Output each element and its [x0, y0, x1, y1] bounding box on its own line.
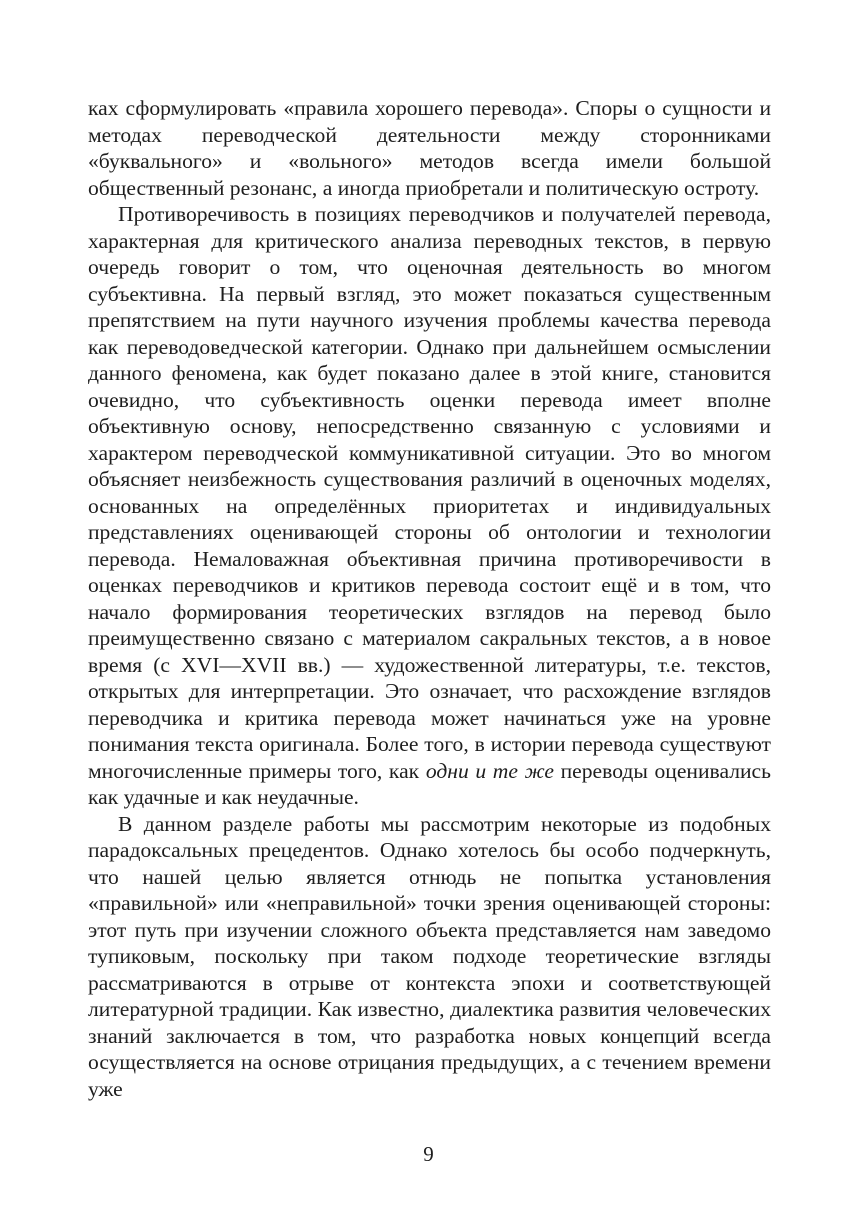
paragraph-2 — [88, 201, 771, 811]
text-block — [88, 95, 771, 1102]
paragraph-3: В данном разделе работы мы рассмотрим некоторые из подобных парадоксальных прецедентов. Однако хотелось бы особо подчеркнуть, что нашей целью является отнюдь не попытка установления «правильной» или «неправильной» точки зрения оценивающей стороны: этот путь при изучении сложного объекта представляется нам заведомо тупиковым, поскольку при таком подходе теоретические взгляды рассматриваются в отрыве от контекста эпохи и соответствующей литературной традиции. Как известно, диалектика развития человеческих знаний заключается в том, что разработка новых концепций всегда осуществляется на основе отрицания предыдущих, а с течением времени уже — [88, 811, 771, 1101]
paragraph-2-part-2: переводы оценивались как удачные и как неудачные. — [88, 758, 771, 809]
page-body — [88, 95, 771, 1102]
paragraph-1: ках сформулировать «правила хорошего перевода». Споры о сущности и методах переводческой деятельности между сторонниками «буквального» и «вольного» методов всегда имели большой общественный резонанс, а иногда приобретали и политическую остроту. — [88, 96, 771, 200]
paragraph-2-part-1: Противоречивость в позициях переводчиков и получателей перевода, характерная для критического анализа переводных текстов, в первую очередь говорит о том, что оценочная деятельность во многом субъективна. На первый взгляд, это может показаться существенным препятствием на пути научного изучения проблемы качества перевода как переводоведческой категории. Однако при дальнейшем осмыслении данного феномена, как будет показано далее в этой книге, становится очевидно, что субъективность оценки перевода имеет вполне объективную основу, непосредственно связанную с условиями и характером переводческой коммуникативной ситуации. Это во многом объясняет неизбежность существования различий в оценочных моделях, основанных на определённых приоритетах и индивидуальных представлениях оценивающей стороны об онтологии и технологии перевода. Немаловажная объективная причина противоречивости в оценках переводчиков и критиков перевода состоит ещё и в том, что начало формирования теоретических взглядов на перевод было преимущественно связано с материалом сакральных текстов, а в новое время (с XVI—XVII вв.) — художественной литературы, т.е. текстов, открытых для интерпретации. Это означает, что расхождение взглядов переводчика и критика перевода может начинаться уже на уровне понимания текста оригинала. Более того, в истории перевода существуют многочисленные примеры того, как — [88, 202, 771, 783]
emphasis-odni-i-te-zhe: одни и те же — [425, 758, 554, 783]
page-number: 9 — [423, 1142, 434, 1166]
